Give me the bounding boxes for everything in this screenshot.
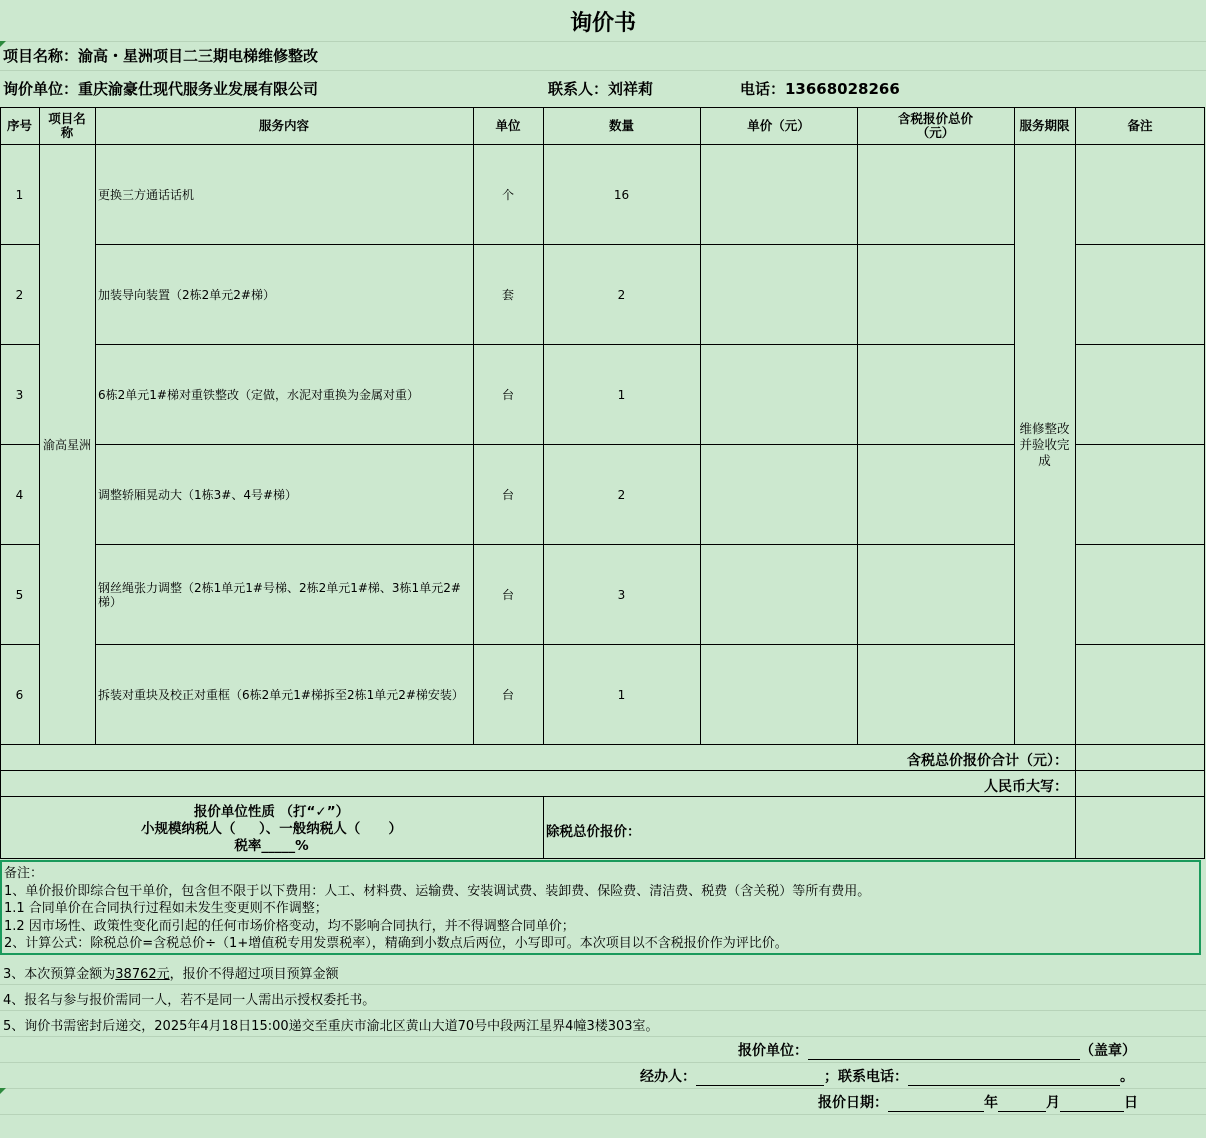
row-unit: 套 <box>501 287 514 302</box>
month-blank[interactable] <box>998 1097 1046 1112</box>
row-seq: 4 <box>15 487 24 502</box>
row-quantity: 1 <box>617 387 626 402</box>
row-seq: 1 <box>15 187 24 202</box>
row-quantity: 1 <box>617 687 626 702</box>
header-quantity: 数量 <box>608 118 634 133</box>
row-quantity: 16 <box>613 187 630 202</box>
year-blank[interactable] <box>888 1097 984 1112</box>
row-service-content: 拆装对重块及校正对重框（6栋2单元1#梯拆至2栋1单元2#梯安装） <box>98 687 464 702</box>
quote-date-label: 报价日期： <box>818 1095 888 1111</box>
handler-line <box>640 1066 1134 1086</box>
quote-date-line <box>818 1092 1138 1112</box>
notes-title: 备注： <box>4 866 44 881</box>
gridline <box>0 1062 1206 1063</box>
quote-unit-label: 报价单位： <box>738 1043 808 1059</box>
gridline <box>0 41 1206 42</box>
header-service-period: 服务期限 <box>1019 118 1070 133</box>
header-remarks: 备注 <box>1127 118 1153 133</box>
row-seq: 6 <box>15 687 24 702</box>
taxpayer-nature-title: 报价单位性质 （打“✓”） <box>193 804 350 820</box>
gridline <box>0 1088 1206 1089</box>
header-unit-price: 单价（元） <box>747 118 810 133</box>
year-label: 年 <box>984 1095 998 1111</box>
budget-note <box>3 963 339 982</box>
day-blank[interactable] <box>1060 1097 1124 1112</box>
header-project-name: 项目名称 <box>48 111 86 140</box>
note-item: 1、单价报价即综合包干单价，包含但不限于以下费用：人工、材料费、运输费、安装调试费、装卸费、保险费、清洁费、税费（含关税）等所有费用。 <box>4 883 871 899</box>
row-service-content: 6栋2单元1#梯对重铁整改（定做，水泥对重换为金属对重） <box>98 387 419 402</box>
project-name-cell: 渝高星洲 <box>42 437 91 452</box>
row-unit: 台 <box>501 387 514 402</box>
header-service-content: 服务内容 <box>258 118 309 133</box>
row-seq: 5 <box>15 587 24 602</box>
service-period-cell: 维修整改并验收完成 <box>1019 420 1070 468</box>
quote-unit-blank[interactable] <box>808 1045 1080 1060</box>
row-quantity: 2 <box>617 487 626 502</box>
project-name-line: 项目名称：渝高・星洲项目二三期电梯维修整改 <box>3 47 319 65</box>
row-quantity: 3 <box>617 587 626 602</box>
budget-amount: 38762元 <box>115 967 170 982</box>
row-seq: 3 <box>15 387 24 402</box>
month-label: 月 <box>1046 1095 1060 1111</box>
day-label: 日 <box>1124 1095 1138 1111</box>
tax-inclusive-total-label: 含税总价报价合计（元）： <box>907 753 1068 769</box>
row-unit: 台 <box>501 487 514 502</box>
cell-marker-icon <box>0 1088 6 1094</box>
seal-label: （盖章） <box>1080 1043 1136 1059</box>
note-item: 2、计算公式：除税总价=含税总价÷（1+增值税专用发票税率），精确到小数点后两位，小写即可。本次项目以不含税报价作为评比价。 <box>4 936 788 951</box>
row-service-content: 更换三方通话话机 <box>98 187 195 202</box>
budget-note-prefix: 3、本次预算金额为 <box>3 967 116 982</box>
row-unit: 台 <box>501 687 514 702</box>
ex-tax-total-label: 除税总价报价： <box>546 824 641 840</box>
row-service-content: 加装导向装置（2栋2单元2#梯） <box>98 287 275 302</box>
gridline <box>0 1114 1206 1115</box>
notes-box <box>0 860 1201 955</box>
document-title: 询价书 <box>569 11 636 36</box>
row-unit: 个 <box>501 187 514 202</box>
quote-unit-line <box>738 1040 1136 1060</box>
row-service-content: 调整轿厢晃动大（1栋3#、4号#梯） <box>98 487 298 502</box>
taxpayer-type-options: 小规模纳税人（ ）、一般纳税人（ ） <box>141 821 402 837</box>
contact-phone-blank[interactable] <box>908 1071 1120 1086</box>
rmb-amount-label: 人民币大写： <box>984 779 1068 795</box>
row-unit: 台 <box>501 587 514 602</box>
gridline <box>0 1036 1206 1037</box>
submission-note: 5、询价书需密封后递交，2025年4月18日15:00递交至重庆市渝北区黄山大道70号中段两江星界4幢3楼303室。 <box>3 1019 659 1034</box>
gridline <box>0 1010 1206 1011</box>
taxpayer-nature-block <box>0 804 543 855</box>
end-mark: 。 <box>1120 1069 1134 1085</box>
row-seq: 2 <box>15 287 24 302</box>
contact-phone: 电话：13668028266 <box>740 80 900 98</box>
authorization-note: 4、报名与参与报价需同一人，若不是同一人需出示授权委托书。 <box>3 993 376 1008</box>
inquiry-unit-line: 询价单位：重庆渝豪仕现代服务业发展有限公司 <box>3 80 319 98</box>
row-quantity: 2 <box>617 287 626 302</box>
header-unit: 单位 <box>495 118 521 133</box>
tax-rate-field: 税率_____% <box>234 838 309 854</box>
contact-person: 联系人：刘祥莉 <box>548 80 654 98</box>
contact-phone-label: ；联系电话： <box>824 1069 908 1085</box>
note-item: 1.1 合同单价在合同执行过程如未发生变更则不作调整； <box>4 901 328 916</box>
budget-note-suffix: ，报价不得超过项目预算金额 <box>169 967 339 982</box>
gridline <box>0 70 1206 71</box>
handler-label: 经办人： <box>640 1069 696 1085</box>
row-service-content: 钢丝绳张力调整（2栋1单元1#号梯、2栋2单元1#梯、3栋1单元2#梯） <box>98 580 461 609</box>
header-total-price: 含税报价总价（元） <box>897 111 973 140</box>
header-seq: 序号 <box>6 118 32 133</box>
gridline <box>0 984 1206 985</box>
handler-blank[interactable] <box>696 1071 824 1086</box>
note-item: 1.2 因市场性、政策性变化而引起的任何市场价格变动，均不影响合同执行，并不得调整合同单价； <box>4 918 575 934</box>
